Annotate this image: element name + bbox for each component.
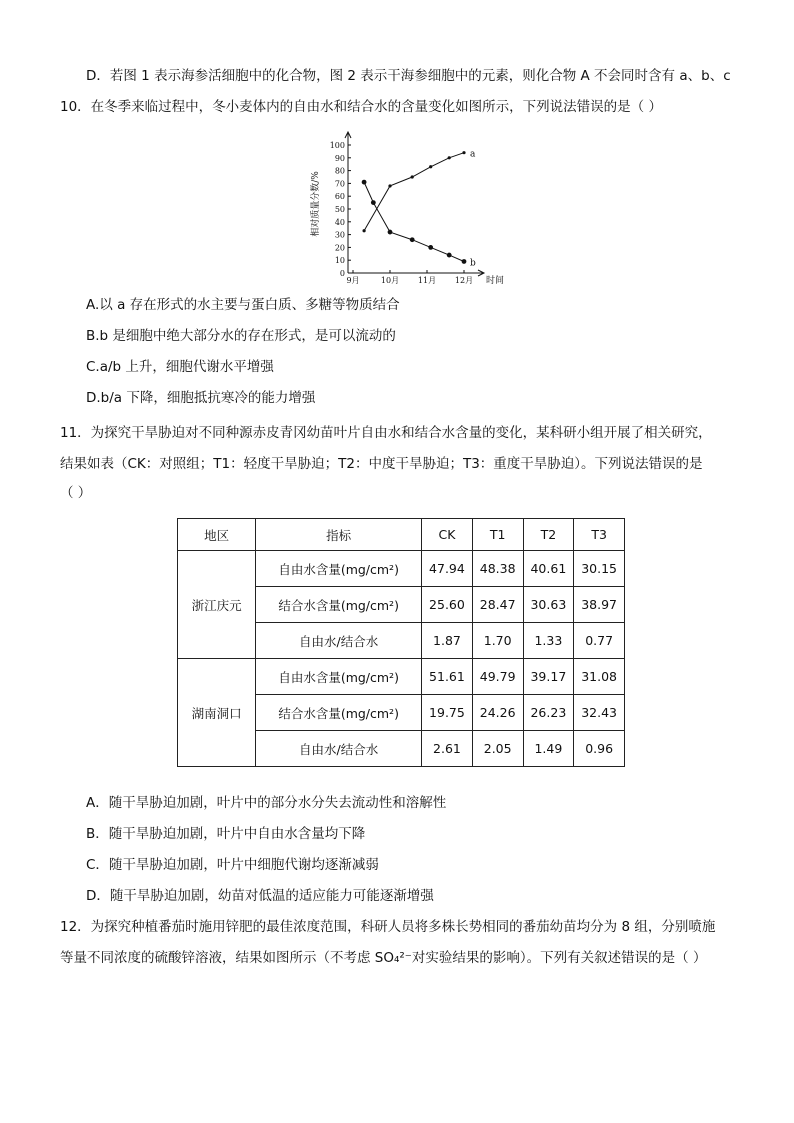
indicator-cell: 自由水/结合水 <box>256 623 422 659</box>
y-tick-label: 80 <box>334 166 345 176</box>
water-content-line-chart <box>300 126 520 290</box>
value-cell: 25.60 <box>422 587 473 623</box>
value-cell: 48.38 <box>472 551 523 587</box>
x-tick-label: 9月 <box>346 276 360 285</box>
y-tick-label: 50 <box>334 205 345 214</box>
indicator-cell: 自由水/结合水 <box>256 731 422 767</box>
y-tick-label: 90 <box>334 153 345 163</box>
data-point-b <box>447 253 452 258</box>
data-point-b <box>428 245 433 250</box>
chart-series <box>362 150 476 269</box>
table-header-cell: 指标 <box>256 519 422 551</box>
y-tick-label: 60 <box>334 192 345 202</box>
value-cell: 47.94 <box>422 551 473 587</box>
value-cell: 38.97 <box>574 587 625 623</box>
data-point-a <box>448 156 451 159</box>
y-tick-label: 100 <box>329 141 345 150</box>
indicator-cell: 自由水含量(mg/cm²) <box>256 659 422 695</box>
data-point-b <box>388 230 393 235</box>
y-tick-label: 40 <box>334 217 345 227</box>
table-header-row <box>178 519 625 551</box>
data-point-a <box>388 184 391 187</box>
value-cell: 49.79 <box>472 659 523 695</box>
x-tick-label: 11月 <box>417 276 437 285</box>
data-point-b <box>371 200 376 205</box>
y-tick-label: 20 <box>334 243 345 253</box>
value-cell: 1.87 <box>422 623 473 659</box>
table-header-cell: T1 <box>472 519 523 551</box>
indicator-cell: 结合水含量(mg/cm²) <box>256 587 422 623</box>
x-tick-label: 10月 <box>380 276 400 285</box>
y-tick-label: 30 <box>334 230 345 240</box>
y-tick-label: 10 <box>334 256 345 266</box>
value-cell: 19.75 <box>422 695 473 731</box>
value-cell: 40.61 <box>523 551 574 587</box>
value-cell: 30.63 <box>523 587 574 623</box>
question10-stem: 10．在冬季来临过程中，冬小麦体内的自由水和结合水的含量变化如图所示，下列说法错误的是（ ） <box>60 99 662 115</box>
question11-option-a: A．随干旱胁迫加剧，叶片中的部分水分失去流动性和溶解性 <box>86 795 447 811</box>
value-cell: 24.26 <box>472 695 523 731</box>
series-line-a <box>364 153 464 231</box>
question11-stem-line1: 11．为探究干旱胁迫对不同种源赤皮青冈幼苗叶片自由水和结合水含量的变化，某科研小组开展了相关研究， <box>60 425 712 441</box>
value-cell: 2.61 <box>422 731 473 767</box>
question11-stem-line2: 结果如表（CK：对照组；T1：轻度干旱胁迫；T2：中度干旱胁迫；T3：重度干旱胁迫）。下列说法错误的是 <box>60 456 703 472</box>
table-header-cell: T3 <box>574 519 625 551</box>
value-cell: 30.15 <box>574 551 625 587</box>
value-cell: 1.70 <box>472 623 523 659</box>
chart-x-label: 时间 <box>486 276 505 286</box>
value-cell: 1.49 <box>523 731 574 767</box>
value-cell: 1.33 <box>523 623 574 659</box>
question12-stem-line1: 12．为探究种植番茄时施用锌肥的最佳浓度范围，科研人员将多株长势相同的番茄幼苗均分为 8 组，分别喷施 <box>60 919 716 935</box>
x-tick-label: 12月 <box>454 276 474 285</box>
data-point-b <box>362 180 367 185</box>
value-cell: 32.43 <box>574 695 625 731</box>
question10-option-d: D.b/a 下降，细胞抵抗寒冷的能力增强 <box>86 390 316 406</box>
question10-option-c: C.a/b 上升，细胞代谢水平增强 <box>86 359 274 375</box>
question11-stem-line3: （ ） <box>60 485 92 501</box>
series-label-b: b <box>470 258 476 269</box>
value-cell: 26.23 <box>523 695 574 731</box>
y-tick-label: 0 <box>339 269 345 278</box>
question11-option-b: B．随干旱胁迫加剧，叶片中自由水含量均下降 <box>86 826 366 842</box>
value-cell: 31.08 <box>574 659 625 695</box>
value-cell: 51.61 <box>422 659 473 695</box>
value-cell: 39.17 <box>523 659 574 695</box>
indicator-cell: 结合水含量(mg/cm²) <box>256 695 422 731</box>
question11-option-c: C．随干旱胁迫加剧，叶片中细胞代谢均逐渐减弱 <box>86 857 379 873</box>
region-cell: 浙江庆元 <box>178 551 256 659</box>
table-header-cell: 地区 <box>178 519 256 551</box>
drought-water-table <box>177 518 625 767</box>
data-point-b <box>462 259 467 264</box>
series-label-a: a <box>470 149 476 160</box>
data-point-a <box>429 165 432 168</box>
table-row <box>178 659 625 695</box>
question12-stem-line2: 等量不同浓度的硫酸锌溶液，结果如图所示（不考虑 SO₄²⁻对实验结果的影响）。下列有关叙述错误的是（ ） <box>60 950 707 966</box>
data-point-b <box>410 237 415 242</box>
indicator-cell: 自由水含量(mg/cm²) <box>256 551 422 587</box>
question9-option-d: D．若图 1 表示海参活细胞中的化合物，图 2 表示干海参细胞中的元素，则化合物 A 不会同时含有 a、b、c <box>86 68 731 84</box>
data-point-a <box>363 229 366 232</box>
chart-x-ticks <box>346 270 473 285</box>
question10-option-a: A.以 a 存在形式的水主要与蛋白质、多糖等物质结合 <box>86 297 400 313</box>
value-cell: 28.47 <box>472 587 523 623</box>
y-tick-label: 70 <box>334 179 345 189</box>
series-line-b <box>364 182 464 261</box>
table-header-cell: T2 <box>523 519 574 551</box>
question10-option-b: B.b 是细胞中绝大部分水的存在形式，是可以流动的 <box>86 328 396 344</box>
table-row <box>178 551 625 587</box>
region-cell: 湖南洞口 <box>178 659 256 767</box>
chart-y-label: 相对质量分数/% <box>311 171 321 237</box>
value-cell: 0.77 <box>574 623 625 659</box>
value-cell: 0.96 <box>574 731 625 767</box>
question11-option-d: D．随干旱胁迫加剧，幼苗对低温的适应能力可能逐渐增强 <box>86 888 434 904</box>
table-header-cell: CK <box>422 519 473 551</box>
data-point-a <box>462 151 465 154</box>
data-point-a <box>411 175 414 178</box>
value-cell: 2.05 <box>472 731 523 767</box>
